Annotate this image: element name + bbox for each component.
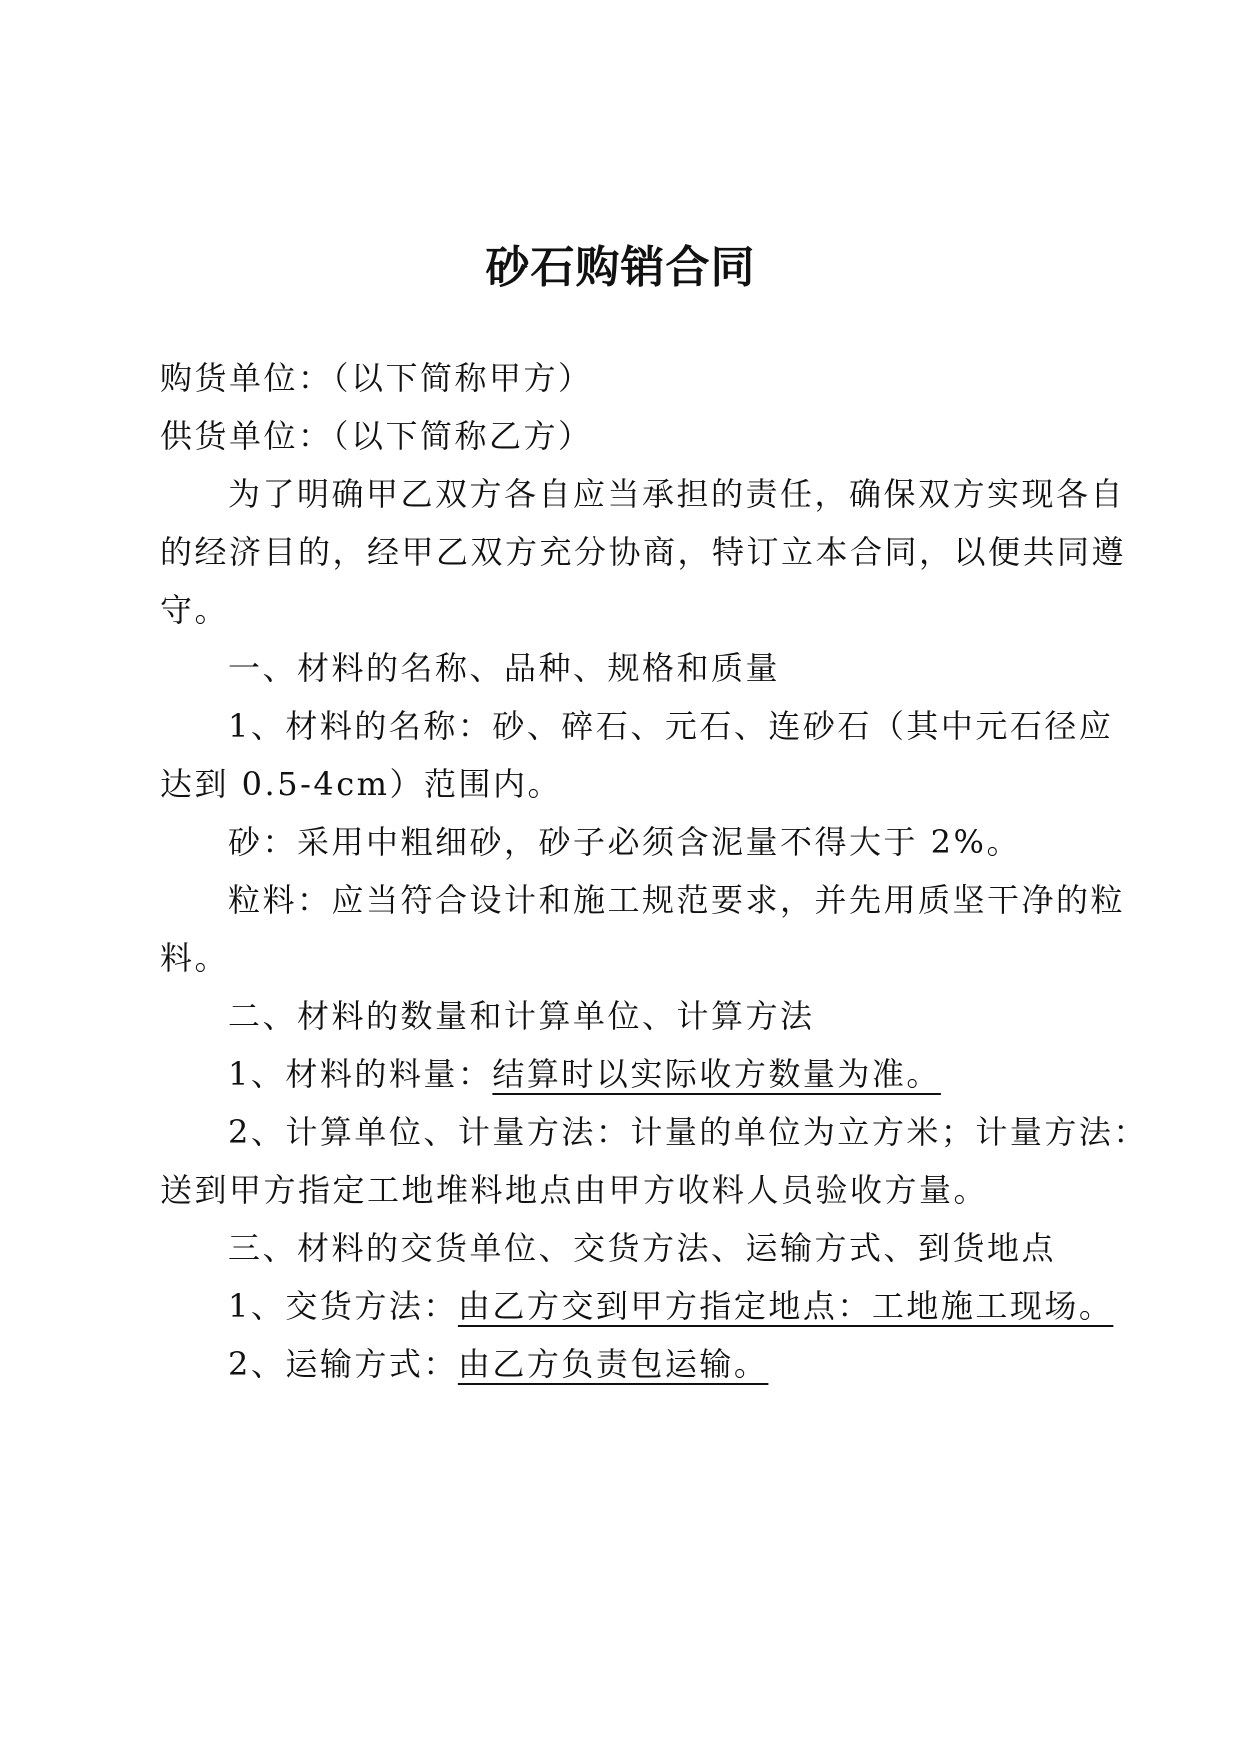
intro-line-3: 守。 (160, 591, 230, 629)
section-1-heading: 一、材料的名称、品种、规格和质量 (228, 649, 781, 687)
seller-line: 供货单位：（以下简称乙方） (160, 417, 593, 455)
section-2-item-1 (228, 1052, 941, 1096)
section-2-item-2-line-1: 2、计算单位、计量方法：计量的单位为立方米；计量方法： (228, 1113, 1148, 1151)
section-3-heading: 三、材料的交货单位、交货方法、运输方式、到货地点 (228, 1229, 1057, 1267)
section-2-item-2-line-2: 送到甲方指定工地堆料地点由甲方收料人员验收方量。 (160, 1171, 989, 1209)
delivery-method-value: 由乙方交到甲方指定地点：工地施工现场。 (457, 1287, 1114, 1325)
section-3-item-1 (228, 1284, 1113, 1328)
contract-title: 砂石购销合同 (485, 242, 756, 293)
section-1-item-1-line-1: 1、材料的名称：砂、碎石、元石、连砂石（其中元石径应 (228, 707, 1114, 745)
intro-line-1: 为了明确甲乙双方各自应当承担的责任，确保双方实现各自 (228, 475, 1126, 513)
transport-label: 2、运输方式： (228, 1345, 458, 1383)
section-3-item-2 (228, 1342, 768, 1386)
granular-spec-line-2: 料。 (160, 939, 230, 977)
quantity-label: 1、材料的料量： (228, 1055, 493, 1093)
buyer-line: 购货单位：（以下简称甲方） (160, 359, 593, 397)
quantity-value: 结算时以实际收方数量为准。 (492, 1055, 941, 1093)
granular-spec-line-1: 粒料：应当符合设计和施工规范要求，并先用质坚干净的粒 (228, 881, 1126, 919)
sand-spec: 砂：采用中粗细砂，砂子必须含泥量不得大于 2%。 (228, 823, 1021, 861)
section-1-item-1-line-2: 达到 0.5-4cm）范围内。 (160, 765, 563, 803)
section-2-heading: 二、材料的数量和计算单位、计算方法 (228, 997, 815, 1035)
transport-value: 由乙方负责包运输。 (457, 1345, 769, 1383)
delivery-method-label: 1、交货方法： (228, 1287, 458, 1325)
intro-line-2: 的经济目的，经甲乙双方充分协商，特订立本合同，以便共同遵 (160, 533, 1127, 571)
